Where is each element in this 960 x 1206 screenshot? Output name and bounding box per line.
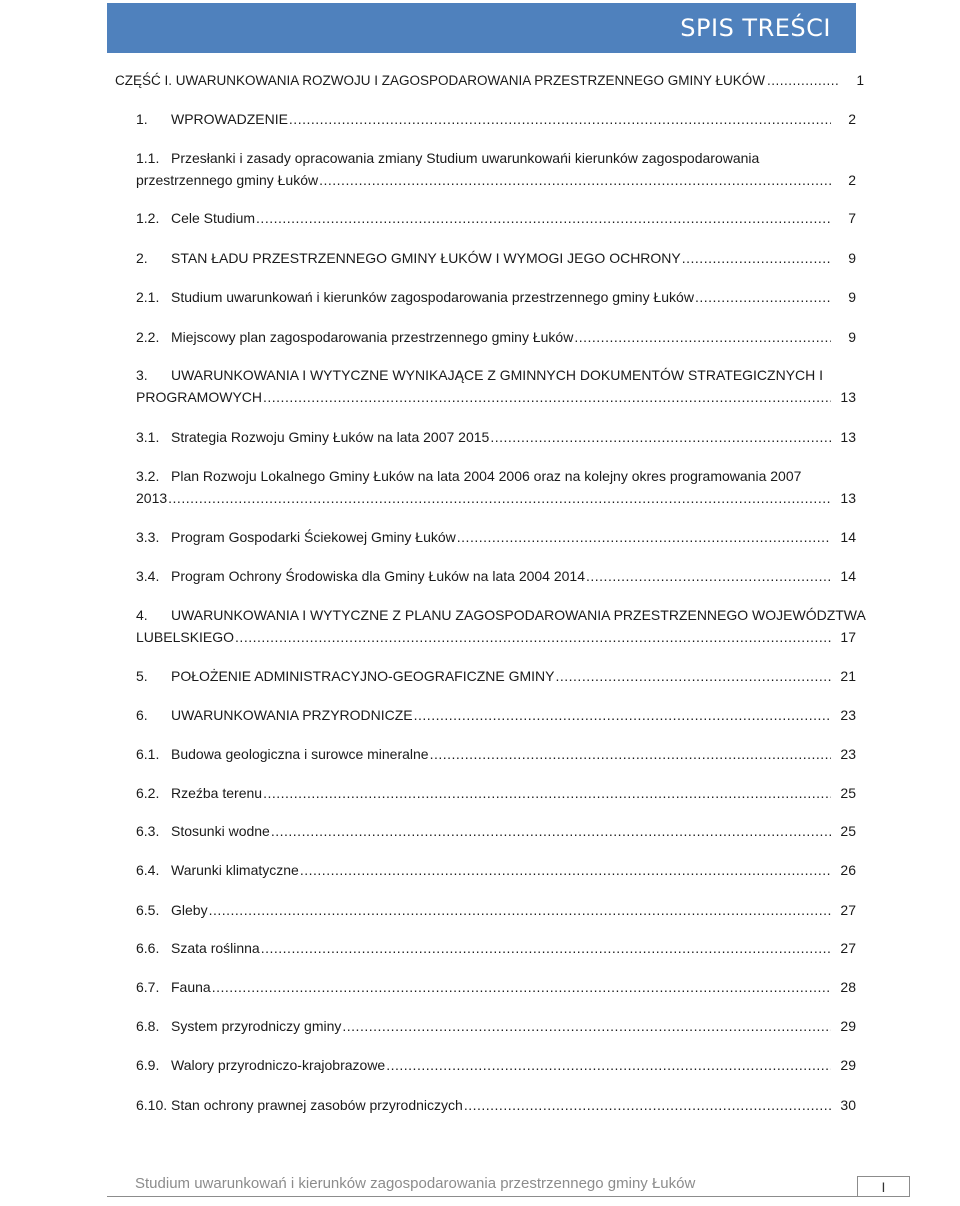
toc-entry-page: 26	[840, 862, 856, 878]
toc-entry[interactable]	[107, 782, 856, 804]
toc-leader-dots	[682, 247, 831, 269]
toc-entry-page: 29	[840, 1018, 856, 1034]
toc-entry-title: Program Gospodarki Ściekowej Gminy Łuków	[171, 529, 456, 545]
toc-entry-page: 21	[840, 668, 856, 684]
footer-page-number: I	[857, 1176, 910, 1196]
toc-entry-number: 6.2.	[136, 785, 160, 801]
toc-entry-number: 3.	[136, 367, 148, 383]
toc-entry-part-1[interactable]	[107, 70, 864, 92]
toc-entry-page: 23	[840, 707, 856, 723]
toc-entry[interactable]	[107, 108, 856, 130]
toc-leader-dots	[235, 626, 831, 648]
toc-entry-title: Przesłanki i zasady opracowania zmiany Studium uwarunkowańi kierunków zagospodarowania	[171, 150, 760, 166]
toc-entry-number: 6.	[136, 707, 148, 723]
toc-entry-page: 27	[840, 902, 856, 918]
toc-header-banner	[107, 3, 856, 53]
toc-entry-title: Miejscowy plan zagospodarowania przestrzennego gminy Łuków	[171, 329, 574, 345]
toc-leader-dots	[263, 782, 831, 804]
toc-entry-title: Rzeźba terenu	[171, 785, 263, 801]
toc-entry-number: 2.	[136, 250, 148, 266]
toc-entry[interactable]	[107, 1054, 856, 1076]
toc-entry-page: 23	[840, 746, 856, 762]
toc-entry[interactable]	[107, 704, 856, 726]
toc-entry-number: 6.4.	[136, 862, 160, 878]
toc-entry-number: 1.	[136, 111, 148, 127]
toc-entry[interactable]	[107, 286, 856, 308]
toc-entry-title: Strategia Rozwoju Gminy Łuków na lata 2007 2015	[171, 429, 490, 445]
toc-entry-number: 6.3.	[136, 823, 160, 839]
toc-entry-number: 2.2.	[136, 329, 160, 345]
toc-entry[interactable]	[107, 426, 856, 448]
toc-leader-dots	[574, 326, 831, 348]
toc-entry[interactable]	[107, 207, 856, 229]
toc-entry-page: 13	[840, 429, 856, 445]
toc-leader-dots	[271, 820, 831, 842]
toc-leader-dots	[212, 976, 831, 998]
toc-leader-dots	[464, 1094, 831, 1116]
toc-entry-number: 6.7.	[136, 979, 160, 995]
toc-entry-page: 27	[840, 940, 856, 956]
toc-entry-page: 13	[840, 490, 856, 506]
toc-leader-dots	[386, 1054, 831, 1076]
toc-leader-dots	[342, 1015, 831, 1037]
toc-entry-page: 9	[848, 329, 856, 345]
toc-entry-title: Stan ochrony prawnej zasobów przyrodniczych	[171, 1097, 463, 1113]
toc-entry-title: POŁOŻENIE ADMINISTRACYJNO-GEOGRAFICZNE GMINY	[171, 668, 555, 684]
toc-entry-title: Szata roślinna	[171, 940, 260, 956]
toc-entry[interactable]	[107, 1015, 856, 1037]
toc-entry-page: 29	[840, 1057, 856, 1073]
toc-entry-title: Gleby	[171, 902, 208, 918]
toc-entry-page: 28	[840, 979, 856, 995]
toc-entry-title: CZĘŚĆ I. UWARUNKOWANIA ROZWOJU I ZAGOSPODAROWANIA PRZESTRZENNEGO GMINY ŁUKÓW	[115, 73, 766, 88]
toc-entry[interactable]	[107, 465, 856, 509]
toc-entry-title-continued: LUBELSKIEGO	[136, 629, 235, 645]
toc-entry-title: Walory przyrodniczo-krajobrazowe	[171, 1057, 386, 1073]
toc-entry[interactable]	[107, 247, 856, 269]
toc-entry-title: Studium uwarunkowań i kierunków zagospodarowania przestrzennego gminy Łuków	[171, 289, 694, 305]
toc-entry[interactable]	[107, 526, 856, 548]
toc-entry-number: 6.5.	[136, 902, 160, 918]
toc-leader-dots	[263, 386, 831, 408]
toc-entry-title: Fauna	[171, 979, 211, 995]
toc-leader-dots	[209, 899, 831, 921]
toc-entry-number: 6.8.	[136, 1018, 160, 1034]
toc-entry[interactable]	[107, 604, 866, 648]
toc-entry-page: 1	[856, 73, 864, 88]
toc-entry-page: 9	[848, 250, 856, 266]
toc-leader-dots	[414, 704, 831, 726]
toc-leader-dots	[261, 937, 831, 959]
toc-leader-dots	[555, 665, 831, 687]
toc-entry-number: 6.10.	[136, 1097, 168, 1113]
toc-entry[interactable]	[107, 326, 856, 348]
toc-leader-dots	[767, 70, 839, 92]
toc-entry-title: Plan Rozwoju Lokalnego Gminy Łuków na lata 2004 2006 oraz na kolejny okres programowania 2007	[171, 468, 802, 484]
toc-entry-number: 5.	[136, 668, 148, 684]
toc-entry-page: 7	[848, 210, 856, 226]
toc-entry-number: 2.1.	[136, 289, 160, 305]
toc-entry-number: 1.1.	[136, 150, 160, 166]
toc-leader-dots	[256, 207, 831, 229]
toc-entry-title: Stosunki wodne	[171, 823, 270, 839]
toc-entry-number: 1.2.	[136, 210, 160, 226]
toc-leader-dots	[490, 426, 831, 448]
toc-entry-number: 3.2.	[136, 468, 160, 484]
toc-leader-dots	[168, 487, 831, 509]
page-title: SPIS TREŚCI	[680, 14, 831, 42]
toc-entry-page: 25	[840, 823, 856, 839]
toc-entry[interactable]	[107, 859, 856, 881]
toc-leader-dots	[289, 108, 831, 130]
toc-entry-title: Budowa geologiczna i surowce mineralne	[171, 746, 429, 762]
toc-entry-title: STAN ŁADU PRZESTRZENNEGO GMINY ŁUKÓW I WYMOGI JEGO OCHRONY	[171, 250, 681, 266]
toc-entry-title-continued: przestrzennego gminy Łuków	[136, 172, 319, 188]
toc-entry-title: WPROWADZENIE	[171, 111, 288, 127]
toc-entry-number: 3.3.	[136, 529, 160, 545]
toc-entry[interactable]	[107, 976, 856, 998]
toc-entry[interactable]	[107, 147, 856, 191]
toc-entry-number: 6.6.	[136, 940, 160, 956]
toc-leader-dots	[300, 859, 831, 881]
toc-entry[interactable]	[107, 665, 856, 687]
toc-entry[interactable]	[107, 1094, 856, 1116]
toc-entry-page: 2	[848, 172, 856, 188]
toc-entry-number: 3.4.	[136, 568, 160, 584]
toc-entry-title: Program Ochrony Środowiska dla Gminy Łuków na lata 2004 2014	[171, 568, 585, 584]
toc-entry[interactable]	[107, 820, 856, 842]
toc-entry-page: 30	[840, 1097, 856, 1113]
page-footer	[107, 1172, 910, 1198]
toc-leader-dots	[586, 565, 831, 587]
toc-entry-page: 14	[840, 568, 856, 584]
toc-entry-title: UWARUNKOWANIA I WYTYCZNE WYNIKAJĄCE Z GMINNYCH DOKUMENTÓW STRATEGICZNYCH I	[171, 367, 824, 383]
toc-entry-number: 4.	[136, 607, 148, 623]
toc-entry-number: 6.1.	[136, 746, 160, 762]
toc-entry-page: 14	[840, 529, 856, 545]
toc-leader-dots	[319, 169, 831, 191]
toc-entry-page: 9	[848, 289, 856, 305]
toc-entry[interactable]	[107, 364, 856, 408]
toc-entry-title: Warunki klimatyczne	[171, 862, 299, 878]
toc-leader-dots	[457, 526, 831, 548]
toc-leader-dots	[695, 286, 831, 308]
toc-entry[interactable]	[107, 743, 856, 765]
toc-leader-dots	[430, 743, 831, 765]
toc-entry-number: 3.1.	[136, 429, 160, 445]
toc-entry-title: UWARUNKOWANIA PRZYRODNICZE	[171, 707, 413, 723]
toc-entry-title-continued: PROGRAMOWYCH	[136, 389, 262, 405]
toc-entry-title-continued: 2013	[136, 490, 168, 506]
toc-entry[interactable]	[107, 937, 856, 959]
toc-entry-title: System przyrodniczy gminy	[171, 1018, 342, 1034]
toc-entry-title: UWARUNKOWANIA I WYTYCZNE Z PLANU ZAGOSPODAROWANIA PRZESTRZENNEGO WOJEWÓDZTWA	[171, 607, 866, 623]
toc-entry-page: 13	[840, 389, 856, 405]
toc-entry[interactable]	[107, 899, 856, 921]
toc-entry-page: 2	[848, 111, 856, 127]
footer-divider	[107, 1196, 910, 1197]
toc-entry-page: 17	[840, 629, 856, 645]
toc-entry[interactable]	[107, 565, 856, 587]
toc-entry-page: 25	[840, 785, 856, 801]
footer-text: Studium uwarunkowań i kierunków zagospodarowania przestrzennego gminy Łuków	[135, 1175, 696, 1192]
toc-entry-title: Cele Studium	[171, 210, 256, 226]
toc-entry-number: 6.9.	[136, 1057, 160, 1073]
